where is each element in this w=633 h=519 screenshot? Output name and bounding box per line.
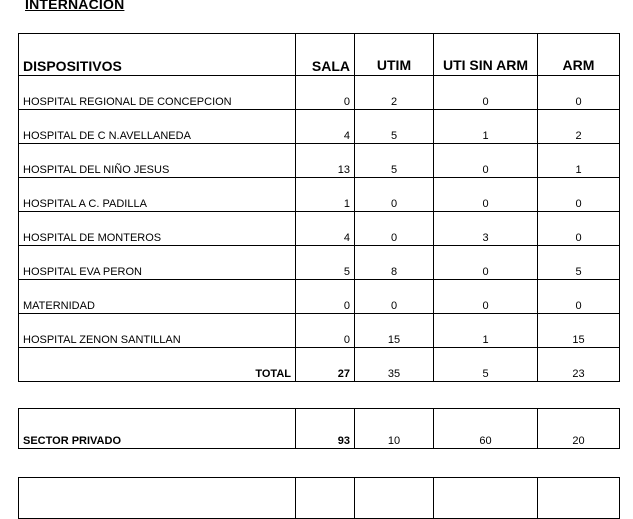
header-arm: ARM xyxy=(538,34,620,76)
sala-value: 0 xyxy=(296,76,355,110)
uti-sin-arm-value: 0 xyxy=(434,76,538,110)
arm-value: 0 xyxy=(538,178,620,212)
utim-value: 0 xyxy=(355,178,434,212)
utim-value: 5 xyxy=(355,110,434,144)
private-sala: 93 xyxy=(296,409,355,449)
header-sala: SALA xyxy=(296,34,355,76)
header-dispositivos: DISPOSITIVOS xyxy=(19,34,296,76)
private-sector-row xyxy=(19,409,620,449)
uti-sin-arm-value: 1 xyxy=(434,110,538,144)
utim-value: 0 xyxy=(355,280,434,314)
device-name: HOSPITAL A C. PADILLA xyxy=(19,178,296,212)
next-table xyxy=(18,477,620,519)
uti-sin-arm-value: 0 xyxy=(434,144,538,178)
total-utim: 35 xyxy=(355,348,434,382)
private-arm: 20 xyxy=(538,409,620,449)
table-row xyxy=(19,76,620,110)
table-row xyxy=(19,246,620,280)
device-name: HOSPITAL EVA PERON xyxy=(19,246,296,280)
utim-value: 15 xyxy=(355,314,434,348)
table-row xyxy=(19,280,620,314)
table-cell xyxy=(19,478,296,519)
table-header-row xyxy=(19,34,620,76)
arm-value: 0 xyxy=(538,212,620,246)
uti-sin-arm-value: 3 xyxy=(434,212,538,246)
device-name: MATERNIDAD xyxy=(19,280,296,314)
table-row xyxy=(19,178,620,212)
table-cell xyxy=(538,478,620,519)
utim-value: 8 xyxy=(355,246,434,280)
table-row xyxy=(19,144,620,178)
next-table-row xyxy=(19,478,620,519)
device-name: HOSPITAL REGIONAL DE CONCEPCION xyxy=(19,76,296,110)
uti-sin-arm-value: 0 xyxy=(434,178,538,212)
table-cell xyxy=(434,478,538,519)
private-sector-label: SECTOR PRIVADO xyxy=(19,409,296,449)
uti-sin-arm-value: 0 xyxy=(434,246,538,280)
arm-value: 0 xyxy=(538,76,620,110)
total-arm: 23 xyxy=(538,348,620,382)
arm-value: 0 xyxy=(538,280,620,314)
device-name: HOSPITAL DE C N.AVELLANEDA xyxy=(19,110,296,144)
total-sala: 27 xyxy=(296,348,355,382)
sala-value: 4 xyxy=(296,110,355,144)
uti-sin-arm-value: 1 xyxy=(434,314,538,348)
sala-value: 0 xyxy=(296,314,355,348)
sala-value: 0 xyxy=(296,280,355,314)
table-cell xyxy=(296,478,355,519)
device-name: HOSPITAL DEL NIÑO JESUS xyxy=(19,144,296,178)
device-name: HOSPITAL ZENON SANTILLAN xyxy=(19,314,296,348)
arm-value: 1 xyxy=(538,144,620,178)
total-uti-sin-arm: 5 xyxy=(434,348,538,382)
uti-sin-arm-value: 0 xyxy=(434,280,538,314)
sala-value: 13 xyxy=(296,144,355,178)
private-uti-sin-arm: 60 xyxy=(434,409,538,449)
header-uti-sin-arm: UTI SIN ARM xyxy=(434,34,538,76)
utim-value: 0 xyxy=(355,212,434,246)
table-row xyxy=(19,314,620,348)
table-cell xyxy=(355,478,434,519)
utim-value: 2 xyxy=(355,76,434,110)
header-utim: UTIM xyxy=(355,34,434,76)
sala-value: 5 xyxy=(296,246,355,280)
table-row xyxy=(19,110,620,144)
total-row xyxy=(19,348,620,382)
device-name: HOSPITAL DE MONTEROS xyxy=(19,212,296,246)
table-row xyxy=(19,212,620,246)
arm-value: 2 xyxy=(538,110,620,144)
arm-value: 5 xyxy=(538,246,620,280)
private-utim: 10 xyxy=(355,409,434,449)
utim-value: 5 xyxy=(355,144,434,178)
private-sector-table xyxy=(18,408,620,449)
sala-value: 1 xyxy=(296,178,355,212)
page-title: INTERNACION xyxy=(25,0,125,12)
internacion-table xyxy=(18,33,620,382)
arm-value: 15 xyxy=(538,314,620,348)
total-label: TOTAL xyxy=(19,348,296,382)
sala-value: 4 xyxy=(296,212,355,246)
